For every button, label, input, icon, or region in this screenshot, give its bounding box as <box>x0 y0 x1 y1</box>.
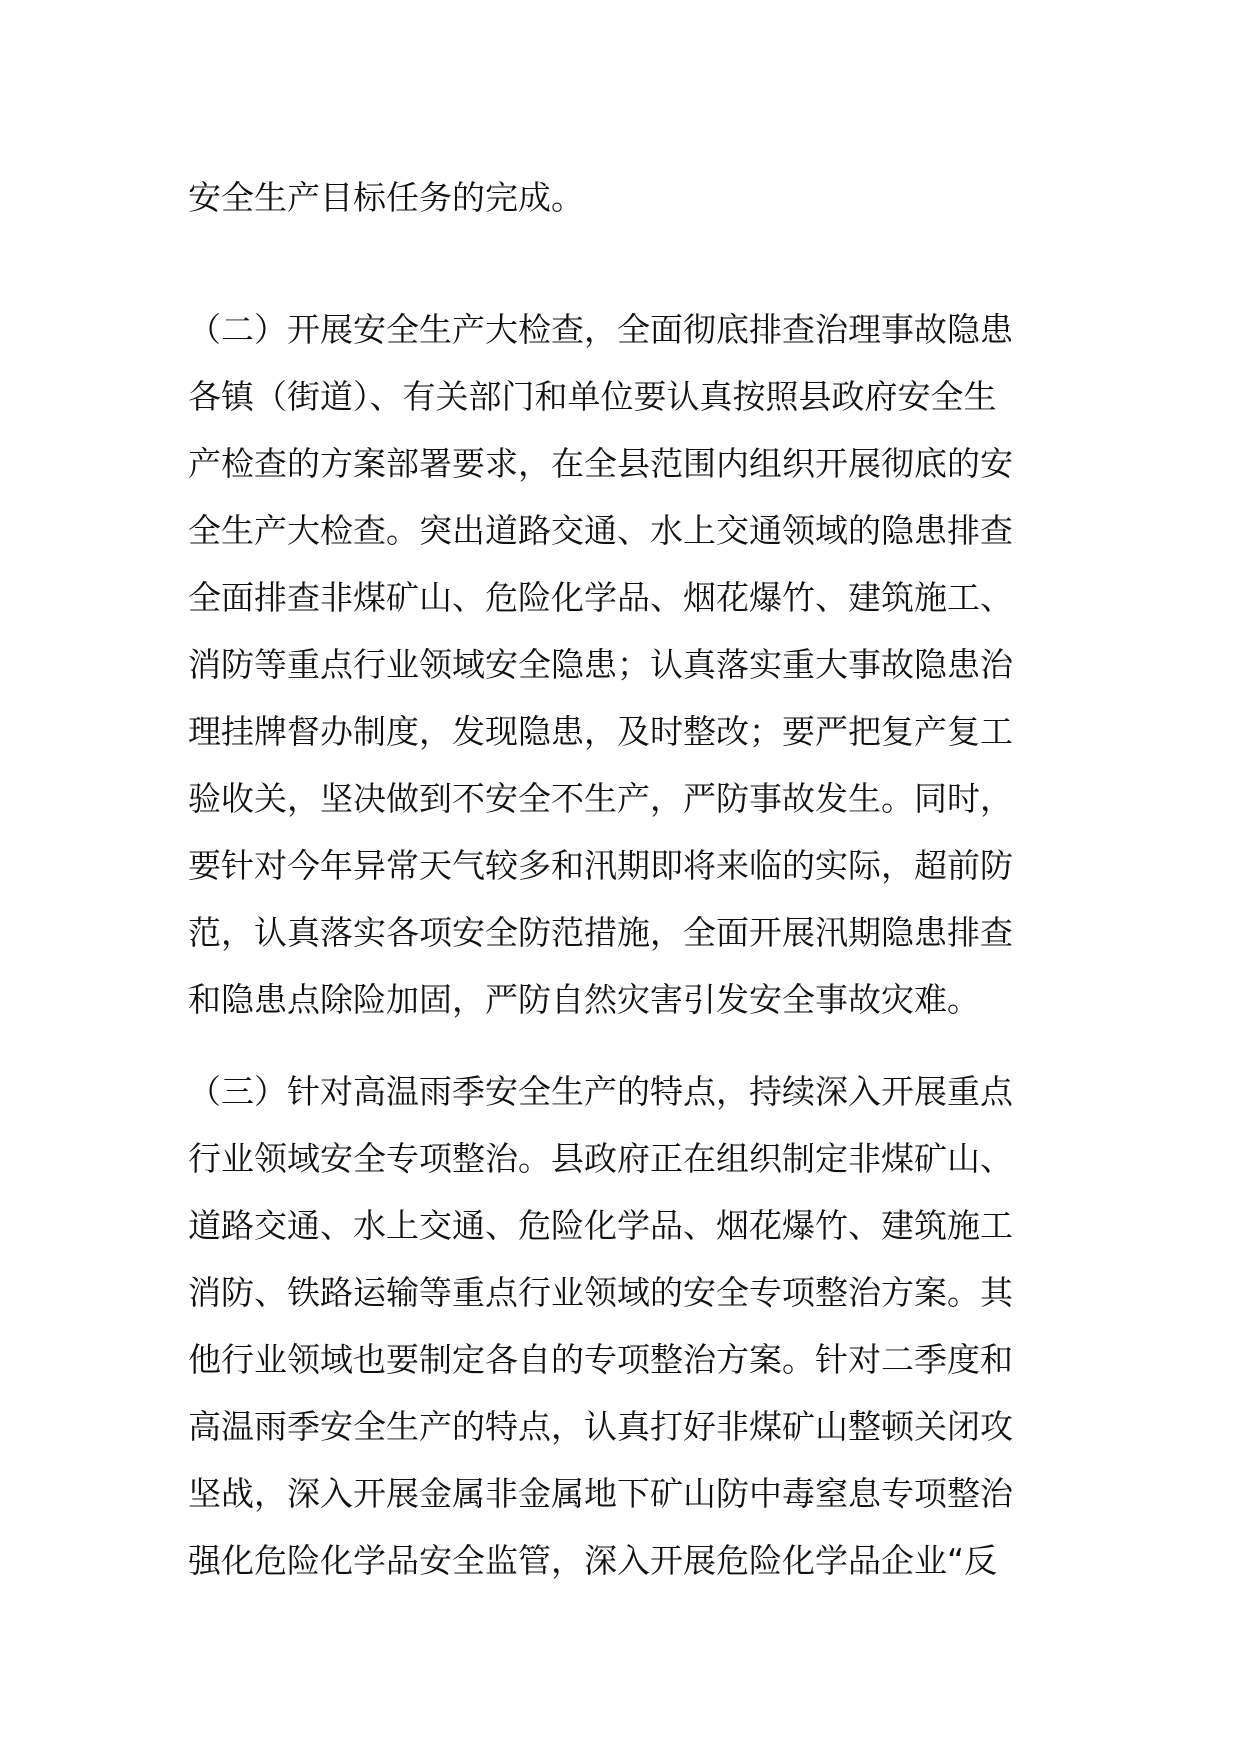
text-line: 行业领域安全专项整治。县政府正在组织制定非煤矿山、 <box>188 1139 1013 1178</box>
text-line: 消防、铁路运输等重点行业领域的安全专项整治方案。其 <box>188 1273 1013 1312</box>
text-line: 道路交通、水上交通、危险化学品、烟花爆竹、建筑施工 <box>188 1206 1013 1245</box>
text-line: 坚战，深入开展金属非金属地下矿山防中毒窒息专项整治 <box>188 1474 1013 1513</box>
section-heading-line: （二）开展安全生产大检查，全面彻底排查治理事故隐患 <box>188 310 1013 349</box>
text-line: 验收关，坚决做到不安全不生产，严防事故发生。同时， <box>188 779 1013 818</box>
text-line: 消防等重点行业领域安全隐患；认真落实重大事故隐患治 <box>188 645 1013 684</box>
section-heading-line: （三）针对高温雨季安全生产的特点，持续深入开展重点 <box>188 1072 1013 1111</box>
text-line: 理挂牌督办制度，发现隐患，及时整改；要严把复产复工 <box>188 712 1013 751</box>
text-line: 他行业领域也要制定各自的专项整治方案。针对二季度和 <box>188 1340 1013 1379</box>
text-line: 产检查的方案部署要求，在全县范围内组织开展彻底的安 <box>188 444 1013 483</box>
text-line: 范，认真落实各项安全防范措施，全面开展汛期隐患排查 <box>188 913 1013 952</box>
paragraph-section-two <box>188 296 1058 1033</box>
text-line: 安全生产目标任务的完成。 <box>188 178 584 217</box>
text-line: 全生产大检查。突出道路交通、水上交通领域的隐患排查 <box>188 511 1013 550</box>
paragraph-continuation <box>188 164 1058 231</box>
paragraph-section-three <box>188 1058 1058 1594</box>
text-line: 高温雨季安全生产的特点，认真打好非煤矿山整顿关闭攻 <box>188 1407 1013 1446</box>
text-line: 要针对今年异常天气较多和汛期即将来临的实际，超前防 <box>188 846 1013 885</box>
text-line: 强化危险化学品安全监管，深入开展危险化学品企业“反 <box>188 1541 998 1580</box>
text-line: 各镇（街道）、有关部门和单位要认真按照县政府安全生 <box>188 377 997 416</box>
text-line: 全面排查非煤矿山、危险化学品、烟花爆竹、建筑施工、 <box>188 578 1013 617</box>
text-line: 和隐患点除险加固，严防自然灾害引发安全事故灾难。 <box>188 980 980 1019</box>
